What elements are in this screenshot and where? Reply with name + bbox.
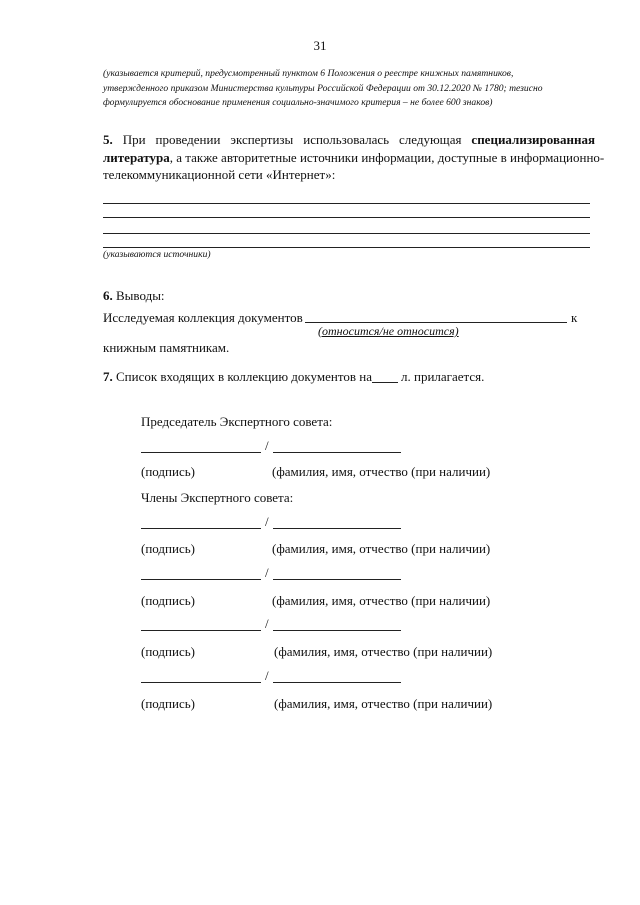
collection-suffix: к xyxy=(571,310,578,325)
criterion-note-line: (указывается критерий, предусмотренный пунктом 6 Положения о реестре книжных памятников, xyxy=(103,68,514,79)
section-5-paragraph xyxy=(103,131,605,184)
name-label: (фамилия, имя, отчество (при наличии) xyxy=(272,541,491,556)
signature-label: (подпись) xyxy=(141,464,195,479)
name-label: (фамилия, имя, отчество (при наличии) xyxy=(272,593,491,608)
separator: / xyxy=(265,616,269,631)
separator: / xyxy=(265,668,269,683)
section-5-text: , а также авторитетные источники информации, доступные в информационно- xyxy=(169,149,605,165)
chair-signature-field[interactable] xyxy=(141,452,261,453)
member-signature-field[interactable] xyxy=(141,579,261,580)
section-5-line-2 xyxy=(103,149,605,167)
section-6-heading xyxy=(103,288,165,304)
section-6-number: 6. xyxy=(103,288,113,303)
choice-hint: (относится/не относится) xyxy=(318,324,459,338)
separator: / xyxy=(265,565,269,580)
sources-line[interactable] xyxy=(103,203,590,204)
collection-label: Исследуемая коллекция документов xyxy=(103,310,303,325)
sources-line[interactable] xyxy=(103,233,590,234)
members-title: Члены Экспертного совета: xyxy=(141,490,294,505)
member-name-field[interactable] xyxy=(273,528,401,529)
collection-status-field[interactable] xyxy=(305,322,567,323)
name-label: (фамилия, имя, отчество (при наличии) xyxy=(272,464,491,479)
section-6-title: Выводы: xyxy=(116,288,165,303)
section-7-number: 7. xyxy=(103,369,113,384)
sources-line[interactable] xyxy=(103,217,590,218)
section-5-line-3: телекоммуникационной сети «Интернет»: xyxy=(103,167,336,182)
section-5-bold-literature: литература xyxy=(103,149,170,165)
criterion-note xyxy=(103,67,598,111)
chair-title: Председатель Экспертного совета: xyxy=(141,414,333,429)
member-name-field[interactable] xyxy=(273,682,401,683)
signature-label: (подпись) xyxy=(141,644,195,659)
member-name-field[interactable] xyxy=(273,579,401,580)
signature-label: (подпись) xyxy=(141,696,195,711)
signature-label: (подпись) xyxy=(141,593,195,608)
section-5-text: При проведении экспертизы использовалась следующая xyxy=(122,132,462,147)
member-signature-field[interactable] xyxy=(141,682,261,683)
criterion-note-line: формулируется обоснование применения социально-значимого критерия – не более 600 знаков) xyxy=(103,97,493,108)
separator: / xyxy=(265,514,269,529)
member-signature-field[interactable] xyxy=(141,528,261,529)
name-label: (фамилия, имя, отчество (при наличии) xyxy=(274,644,493,659)
section-7-after: л. прилагается. xyxy=(401,369,485,384)
member-name-field[interactable] xyxy=(273,630,401,631)
page-number: 31 xyxy=(313,38,327,53)
section-6-tail: книжным памятникам. xyxy=(103,340,230,355)
member-signature-field[interactable] xyxy=(141,630,261,631)
criterion-note-line: утвержденного приказом Министерства культуры Российской Федерации от 30.12.2020 № 1780; тезисно xyxy=(103,82,543,94)
separator: / xyxy=(265,438,269,453)
sheet-count-field[interactable] xyxy=(372,382,398,383)
section-7-text xyxy=(103,369,372,385)
section-5-line-1 xyxy=(103,131,595,149)
section-7-before: Список входящих в коллекцию документов на xyxy=(116,369,372,384)
section-5-number: 5. xyxy=(103,132,113,147)
section-5-bold-term: специализированная xyxy=(471,132,595,147)
signature-label: (подпись) xyxy=(141,541,195,556)
sources-note: (указываются источники) xyxy=(103,249,211,260)
chair-name-field[interactable] xyxy=(273,452,401,453)
sources-line[interactable] xyxy=(103,247,590,248)
name-label: (фамилия, имя, отчество (при наличии) xyxy=(274,696,493,711)
